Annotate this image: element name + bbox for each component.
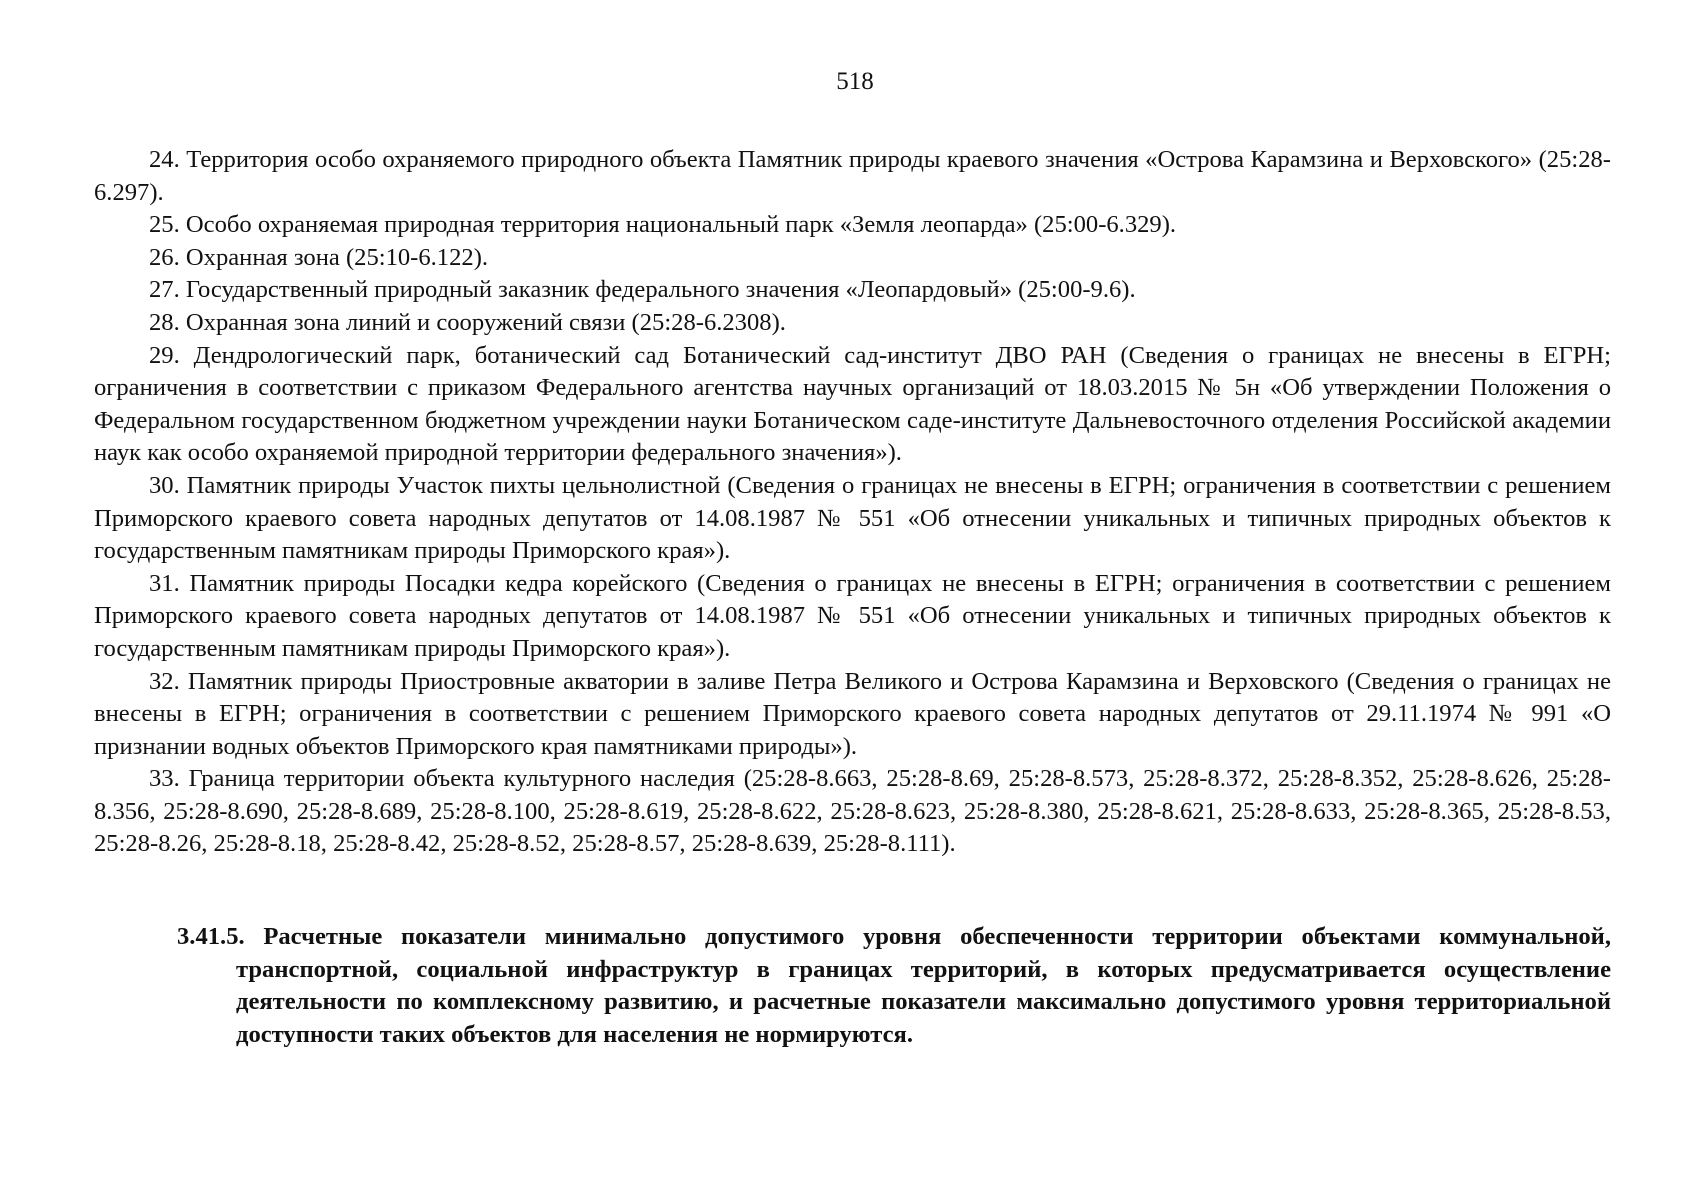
list-item-28: 28. Охранная зона линий и сооружений связи (25:28-6.2308). xyxy=(149,308,786,336)
page-number: 518 xyxy=(836,68,874,95)
list-item-31: 31. Памятник природы Посадки кедра корейского (Сведения о границах не внесены в ЕГРН; ограничения в соответствии с решением Приморского краевого совета народных депутатов от 14.08.1987 № 551 «Об отнесении уникальных и типичных природных объектов к государственным памятникам природы Приморского края»). xyxy=(94,569,1611,662)
list-item-25: 25. Особо охраняемая природная территория национальный парк «Земля леопарда» (25:00-6.329). xyxy=(149,211,1177,239)
list-item-30: 30. Памятник природы Участок пихты цельнолистной (Сведения о границах не внесены в ЕГРН; ограничения в соответствии с решением Приморского краевого совета народных депутатов от 14.08.1987 № 551 «Об отнесении уникальных и типичных природных объектов к государственным памятникам природы Приморского края»). xyxy=(94,471,1611,565)
list-item-32: 32. Памятник природы Приостровные акватории в заливе Петра Великого и Острова Карамзина и Верховского (Сведения о границах не внесены в ЕГРН; ограничения в соответствии с решением Приморского краевого совета народных депутатов от 29.11.1974 № 991 «О признании водных объектов Приморского края памятниками природы»). xyxy=(94,667,1611,760)
list-item-24: 24. Территория особо охраняемого природного объекта Памятник природы краевого значения «Острова Карамзина и Верховского» (25:28-6.297). xyxy=(94,146,1611,206)
list-item-33: 33. Граница территории объекта культурного наследия (25:28-8.663, 25:28-8.69, 25:28-8.573, 25:28-8.372, 25:28-8.352, 25:28-8.626, 25:28-8.356, 25:28-8.690, 25:28-8.689, 25:28-8.100, 25:28-8.619, 25:28-8.622, 25:28-8.623, 25:28-8.380, 25:28-8.621, 25:28-8.633, 25:28-8.365, 25:28-8.53, 25:28-8.26, 25:28-8.18, 25:28-8.42, 25:28-8.52, 25:28-8.57, 25:28-8.639, 25:28-8.111). xyxy=(94,765,1611,858)
document-body xyxy=(94,144,1611,861)
list-item-27: 27. Государственный природный заказник федерального значения «Леопардовый» (25:00-9.6). xyxy=(149,276,1136,304)
section-heading-text: 3.41.5. Расчетные показатели минимально допустимого уровня обеспеченности территории объектами коммунальной, транспортной, социальной инфраструктур в границах территорий, в которых предусматривается осуществление деятельности по комплексному развитию, и расчетные показатели максимально допустимого уровня территориальной доступности таких объектов для населения не нормируются. xyxy=(177,923,1611,1048)
list-item-26: 26. Охранная зона (25:10-6.122). xyxy=(149,243,489,271)
section-heading xyxy=(177,921,1611,1051)
list-item-29: 29. Дендрологический парк, ботанический сад Ботанический сад-институт ДВО РАН (Сведения о границах не внесены в ЕГРН; ограничения в соответствии с приказом Федерального агентства научных организаций от 18.03.2015 № 5н «Об утверждении Положения о Федеральном государственном бюджетном учреждении науки Ботаническом саде-институте Дальневосточного отделения Российской академии наук как особо охраняемой природной территории федерального значения»). xyxy=(94,341,1611,467)
